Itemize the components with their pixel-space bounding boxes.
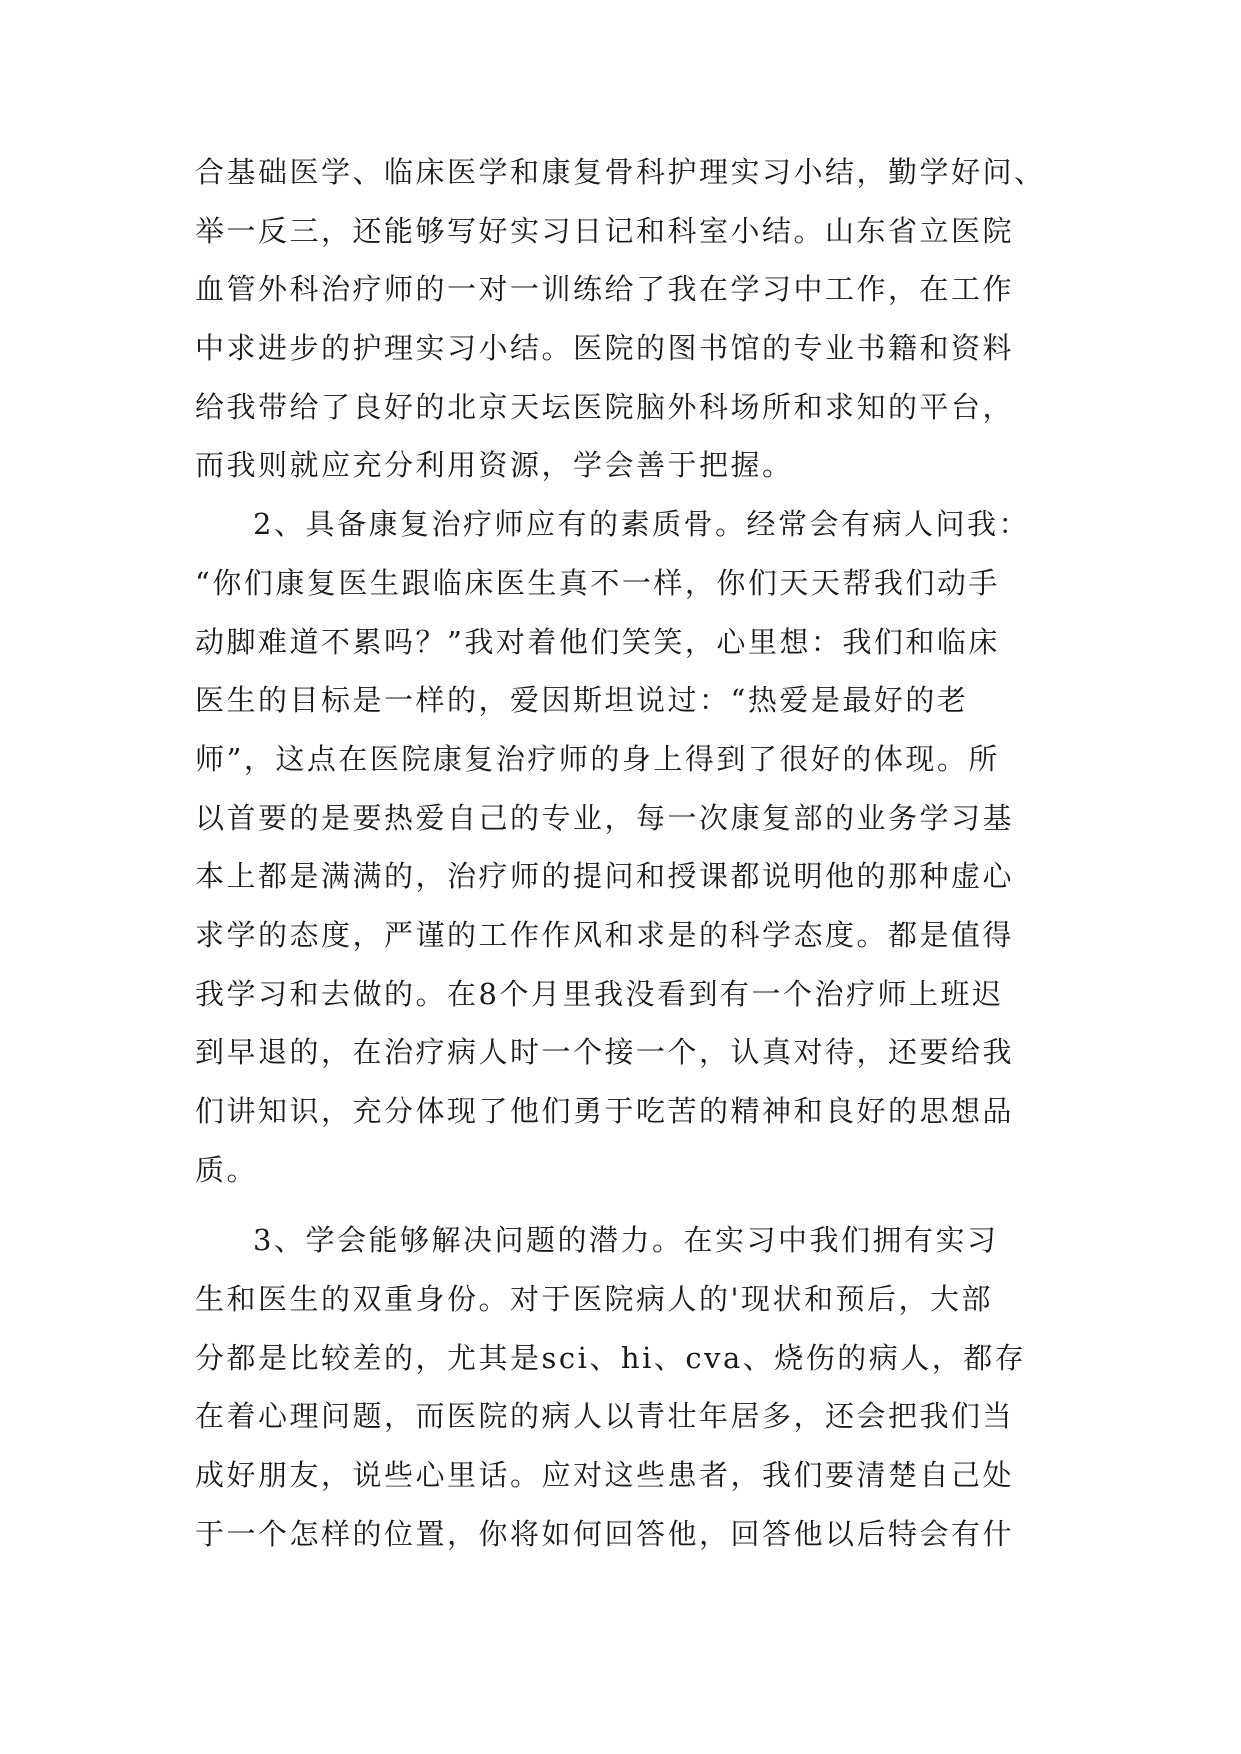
text-line: 本上都是满满的，治疗师的提问和授课都说明他的那种虚心: [195, 859, 1015, 894]
paragraph-2: [195, 495, 1095, 1199]
text-line: 合基础医学、临床医学和康复骨科护理实习小结，勤学好问、: [195, 155, 1046, 189]
text-line: 2、具备康复治疗师应有的素质骨。经常会有病人问我：: [253, 507, 1030, 542]
text-line: 医生的目标是一样的，爱因斯坦说过：“热爱是最好的老: [195, 683, 969, 718]
text-line: 我学习和去做的。在8个月里我没看到有一个治疗师上班迟: [195, 976, 1004, 1011]
text-line: 分都是比较差的，尤其是sci、hi、cva、烧伤的病人，都存: [195, 1340, 1027, 1375]
text-line: 于一个怎样的位置，你将如何回答他，回答他以后特会有什: [195, 1516, 1015, 1551]
text-line: 师”，这点在医院康复治疗师的身上得到了很好的体现。所: [195, 741, 1000, 776]
text-line: 质。: [195, 1152, 259, 1187]
text-line: 中求进步的护理实习小结。医院的图书馆的专业书籍和资料: [195, 331, 1015, 366]
text-line: 举一反三，还能够写好实习日记和科室小结。山东省立医院: [195, 213, 1015, 248]
text-line: 生和医生的双重身份。对于医院病人的'现状和预后，大部: [195, 1282, 993, 1317]
text-line: 到早退的，在治疗病人时一个接一个，认真对待，还要给我: [195, 1035, 1015, 1070]
paragraph-1: [195, 143, 1095, 495]
paragraph-3: [195, 1211, 1095, 1563]
text-line: 求学的态度，严谨的工作作风和求是的科学态度。都是值得: [195, 917, 1015, 952]
text-line: 血管外科治疗师的一对一训练给了我在学习中工作，在工作: [195, 272, 1015, 307]
text-line: “你们康复医生跟临床医生真不一样，你们天天帮我们动手: [195, 565, 1000, 600]
text-line: 在着心理问题，而医院的病人以青壮年居多，还会把我们当: [195, 1399, 1015, 1434]
text-line: 给我带给了良好的北京天坛医院脑外科场所和求知的平台，: [195, 389, 1015, 424]
text-line: 而我则就应充分利用资源，学会善于把握。: [195, 448, 794, 483]
body-text: [195, 143, 1095, 1564]
text-line: 成好朋友，说些心里话。应对这些患者，我们要清楚自己处: [195, 1458, 1015, 1493]
text-line: 以首要的是要热爱自己的专业，每一次康复部的业务学习基: [195, 800, 1015, 835]
text-line: 3、学会能够解决问题的潜力。在实习中我们拥有实习: [253, 1223, 999, 1258]
text-line: 们讲知识，充分体现了他们勇于吃苦的精神和良好的思想品: [195, 1094, 1015, 1128]
text-line: 动脚难道不累吗？”我对着他们笑笑，心里想：我们和临床: [195, 624, 1000, 659]
